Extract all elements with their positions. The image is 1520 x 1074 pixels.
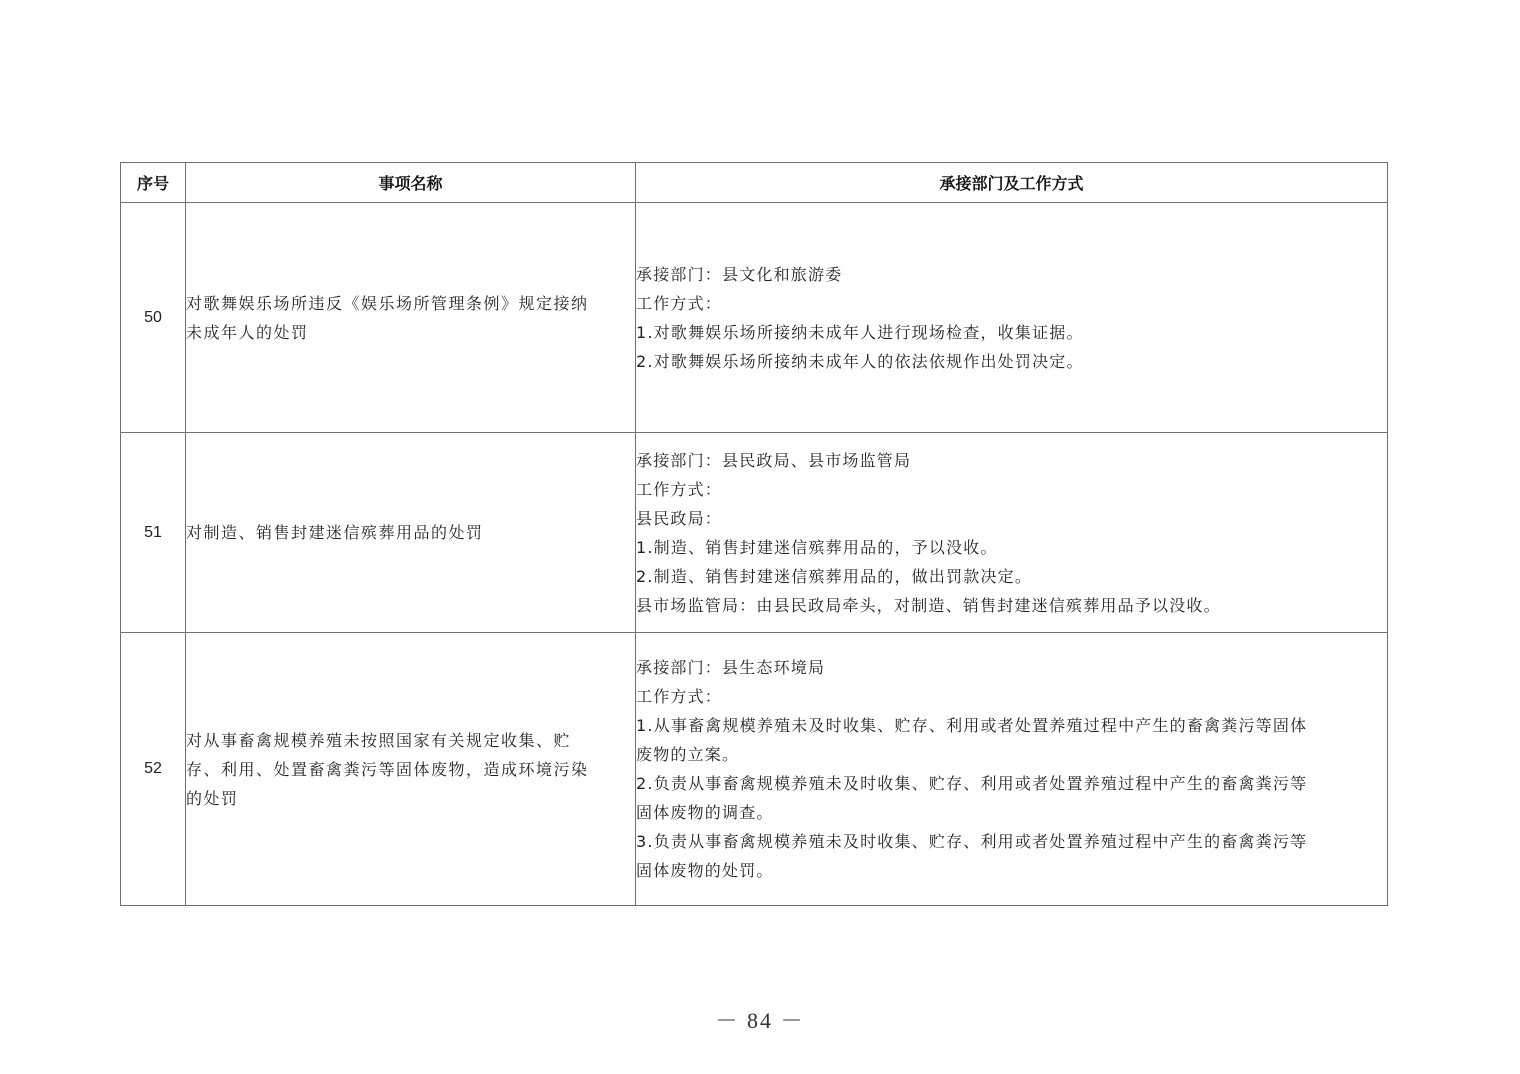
department-method-line: 1.从事畜禽规模养殖未及时收集、贮存、利用或者处置养殖过程中产生的畜禽粪污等固体	[636, 716, 1308, 735]
matter-name-line: 对歌舞娱乐场所违反《娱乐场所管理条例》规定接纳	[186, 293, 589, 313]
header-department-method: 承接部门及工作方式	[636, 163, 1388, 203]
department-method-line: 固体废物的处罚。	[636, 861, 774, 880]
table-row	[121, 633, 1388, 906]
department-method	[636, 433, 1388, 633]
department-method-line: 1.对歌舞娱乐场所接纳未成年人进行现场检查，收集证据。	[636, 322, 1084, 342]
department-method-line: 工作方式：	[636, 293, 723, 313]
department-method-line: 2.负责从事畜禽规模养殖未及时收集、贮存、利用或者处置养殖过程中产生的畜禽粪污等	[636, 774, 1308, 793]
department-method-line: 3.负责从事畜禽规模养殖未及时收集、贮存、利用或者处置养殖过程中产生的畜禽粪污等	[636, 832, 1308, 851]
department-method-line: 承接部门：县民政局、县市场监管局	[636, 450, 912, 470]
department-method	[636, 633, 1388, 906]
header-serial-number: 序号	[121, 163, 186, 203]
department-method-line: 1.制造、销售封建迷信殡葬用品的，予以没收。	[636, 537, 998, 557]
serial-number: 51	[121, 433, 186, 633]
matter-name-line: 存、利用、处置畜禽粪污等固体废物，造成环境污染	[186, 759, 589, 779]
department-method-line: 工作方式：	[636, 687, 723, 706]
table-row	[121, 433, 1388, 633]
matter-name	[186, 433, 636, 633]
matter-name-line: 对从事畜禽规模养殖未按照国家有关规定收集、贮	[186, 730, 572, 750]
matter-name	[186, 633, 636, 906]
table-row	[121, 203, 1388, 433]
department-method-line: 承接部门：县生态环境局	[636, 658, 826, 677]
matters-table	[120, 162, 1388, 906]
department-method-line: 废物的立案。	[636, 745, 740, 764]
matter-name-line: 对制造、销售封建迷信殡葬用品的处罚	[186, 523, 484, 542]
department-method-line: 县市场监管局：由县民政局牵头，对制造、销售封建迷信殡葬用品予以没收。	[636, 595, 1221, 615]
department-method-line: 固体废物的调查。	[636, 803, 774, 822]
matter-name	[186, 203, 636, 433]
header-matter-name: 事项名称	[186, 163, 636, 203]
table-header-row	[121, 163, 1388, 203]
department-method-line: 承接部门：县文化和旅游委	[636, 264, 843, 284]
department-method-line: 2.对歌舞娱乐场所接纳未成年人的依法依规作出处罚决定。	[636, 351, 1084, 371]
serial-number: 50	[121, 203, 186, 433]
serial-number: 52	[121, 633, 186, 906]
page-number: － 84 －	[715, 1008, 805, 1033]
department-method-line: 县民政局：	[636, 508, 723, 528]
department-method	[636, 203, 1388, 433]
department-method-line: 2.制造、销售封建迷信殡葬用品的，做出罚款决定。	[636, 566, 1033, 586]
matter-name-line: 的处罚	[186, 788, 239, 808]
department-method-line: 工作方式：	[636, 479, 723, 499]
matter-name-line: 未成年人的处罚	[186, 322, 309, 342]
